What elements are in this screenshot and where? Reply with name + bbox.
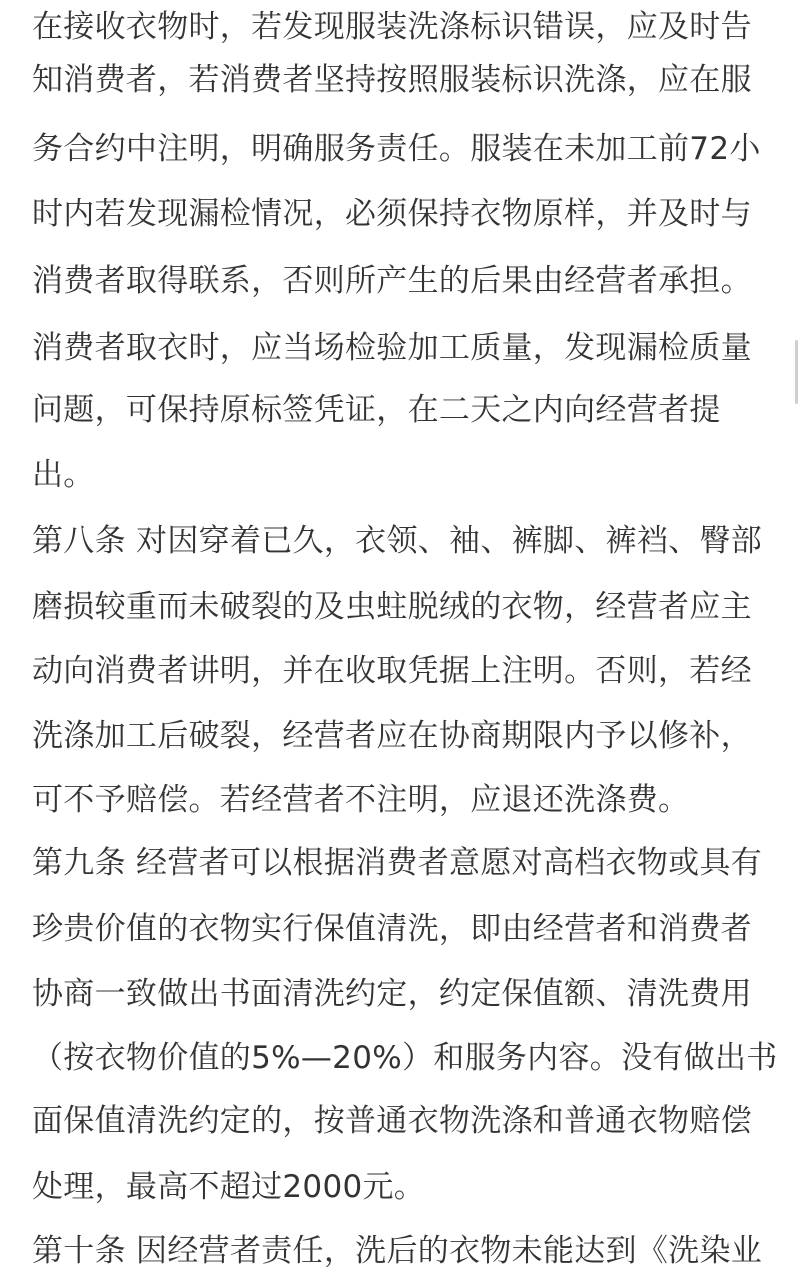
text-line-19: 处理，最高不超过2000元。 xyxy=(32,1169,426,1205)
text-line-14: 第九条 经营者可以根据消费者意愿对高档衣物或具有 xyxy=(32,845,763,881)
text-line-18: 面保值清洗约定的，按普通衣物洗涤和普通衣物赔偿 xyxy=(32,1103,752,1139)
scrollbar-thumb[interactable] xyxy=(795,340,798,404)
text-line-17: （按衣物价值的5%—20%）和服务内容。没有做出书 xyxy=(32,1040,778,1076)
text-line-4: 时内若发现漏检情况，必须保持衣物原样，并及时与 xyxy=(32,196,752,232)
text-line-2: 知消费者，若消费者坚持按照服装标识洗涤，应在服 xyxy=(32,62,752,98)
text-line-7: 问题，可保持原标签凭证，在二天之内向经营者提 xyxy=(32,392,721,428)
text-line-6: 消费者取衣时，应当场检验加工质量，发现漏检质量 xyxy=(32,330,752,366)
text-line-3: 务合约中注明，明确服务责任。服装在未加工前72小 xyxy=(32,131,761,167)
text-line-10: 磨损较重而未破裂的及虫蛀脱绒的衣物，经营者应主 xyxy=(32,589,752,625)
text-line-20: 第十条 因经营者责任，洗后的衣物未能达到《洗染业 xyxy=(32,1233,763,1269)
text-line-15: 珍贵价值的衣物实行保值清洗，即由经营者和消费者 xyxy=(32,911,752,947)
text-line-11: 动向消费者讲明，并在收取凭据上注明。否则，若经 xyxy=(32,653,752,689)
text-line-13: 可不予赔偿。若经营者不注明，应退还洗涤费。 xyxy=(32,782,690,818)
text-line-12: 洗涤加工后破裂，经营者应在协商期限内予以修补， xyxy=(32,718,752,754)
text-line-8: 出。 xyxy=(32,457,95,493)
text-line-5: 消费者取得联系，否则所产生的后果由经营者承担。 xyxy=(32,263,752,299)
text-line-9: 第八条 对因穿着已久，衣领、袖、裤脚、裤裆、臀部 xyxy=(32,523,763,559)
text-line-16: 协商一致做出书面清洗约定，约定保值额、清洗费用 xyxy=(32,976,752,1012)
text-line-1: 在接收衣物时，若发现服装洗涤标识错误，应及时告 xyxy=(32,9,752,45)
